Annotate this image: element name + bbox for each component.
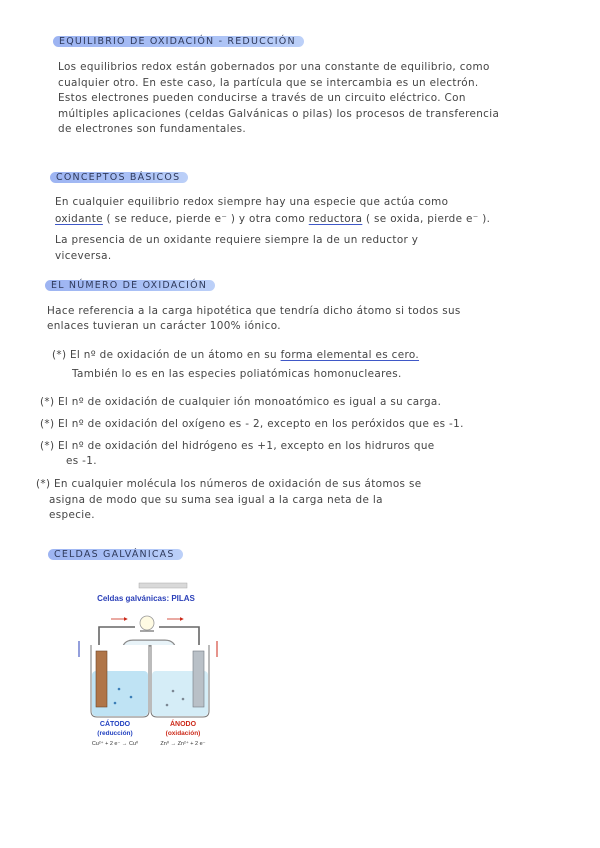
concepts-line-1: En cualquier equilibrio redox siempre hay una especie que actúa como — [55, 196, 449, 208]
galvanic-cell-figure — [27, 579, 265, 749]
cathode-label: CÁTODO — [99, 721, 131, 728]
anode-equation: Zn⁰ → Zn²⁺ + 2 e⁻ — [160, 741, 206, 747]
section-title-galvanic-cells: CELDAS GALVÁNICAS — [48, 549, 183, 560]
rule-4-continuation: es -1. — [66, 455, 97, 467]
section-title-basic-concepts: CONCEPTOS BÁSICOS — [50, 172, 188, 183]
section-title-oxidation-number: EL NÚMERO DE OXIDACIÓN — [45, 280, 215, 291]
term-reductora: reductora — [308, 213, 363, 225]
galvanic-cell-diagram — [27, 579, 265, 749]
concepts-line-4: viceversa. — [55, 250, 112, 262]
rule-1-continuation: También lo es en las especies poliatómicas homonucleares. — [72, 368, 402, 380]
concepts-line-2-end: ( se oxida, pierde e⁻ ). — [362, 213, 491, 225]
anode-sub: (oxidación) — [165, 730, 201, 737]
anode-label: ÁNODO — [169, 721, 197, 728]
figure-title: Celdas galvánicas: PILAS — [97, 594, 195, 603]
paragraph-redox-intro: Los equilibrios redox están gobernados por una constante de equilibrio, como cualquier otro. En este caso, la partícula que se intercambia es un electrón. Estos electrones pueden conducirse a través de un circuito eléctrico. Con múltiples aplicaciones (celdas Galvánicas o pilas) los procesos de transferencia de electrones son fundamentales. — [58, 61, 500, 135]
rule-5-line-2: asigna de modo que su suma sea igual a la carga neta de la — [49, 494, 383, 506]
concepts-line-3: La presencia de un oxidante requiere siempre la de un reductor y — [55, 234, 419, 246]
rule-4: (*) El nº de oxidación del hidrógeno es +1, excepto en los hidruros que — [40, 440, 435, 452]
section-title-redox-equilibrium: EQUILIBRIO DE OXIDACIÓN - REDUCCIÓN — [53, 36, 304, 47]
rule-3: (*) El nº de oxidación del oxígeno es - 2, excepto en los peróxidos que es -1. — [40, 418, 464, 430]
cathode-equation: Cu²⁺ + 2 e⁻ → Cu⁰ — [91, 741, 139, 747]
concepts-line-2-mid: ( se reduce, pierde e⁻ ) y otra como — [102, 213, 309, 225]
rule-1-text: (*) El nº de oxidación de un átomo en su — [52, 349, 281, 361]
oxidation-def-line-2: enlaces tuvieran un carácter 100% iónico. — [47, 320, 281, 332]
rule-2: (*) El nº de oxidación de cualquier ión monoatómico es igual a su carga. — [40, 396, 442, 408]
concepts-line-2 — [55, 213, 490, 225]
rule-5: (*) En cualquier molécula los números de oxidación de sus átomos se — [36, 478, 422, 490]
rule-1 — [52, 349, 419, 361]
cathode-sub: (reducción) — [97, 730, 133, 737]
oxidation-def-line-1: Hace referencia a la carga hipotética que tendría dicho átomo si todos sus — [47, 305, 461, 317]
rule-5-line-3: especie. — [49, 509, 95, 521]
term-oxidante: oxidante — [55, 213, 103, 225]
rule-1-highlight: forma elemental es cero. — [280, 349, 420, 361]
